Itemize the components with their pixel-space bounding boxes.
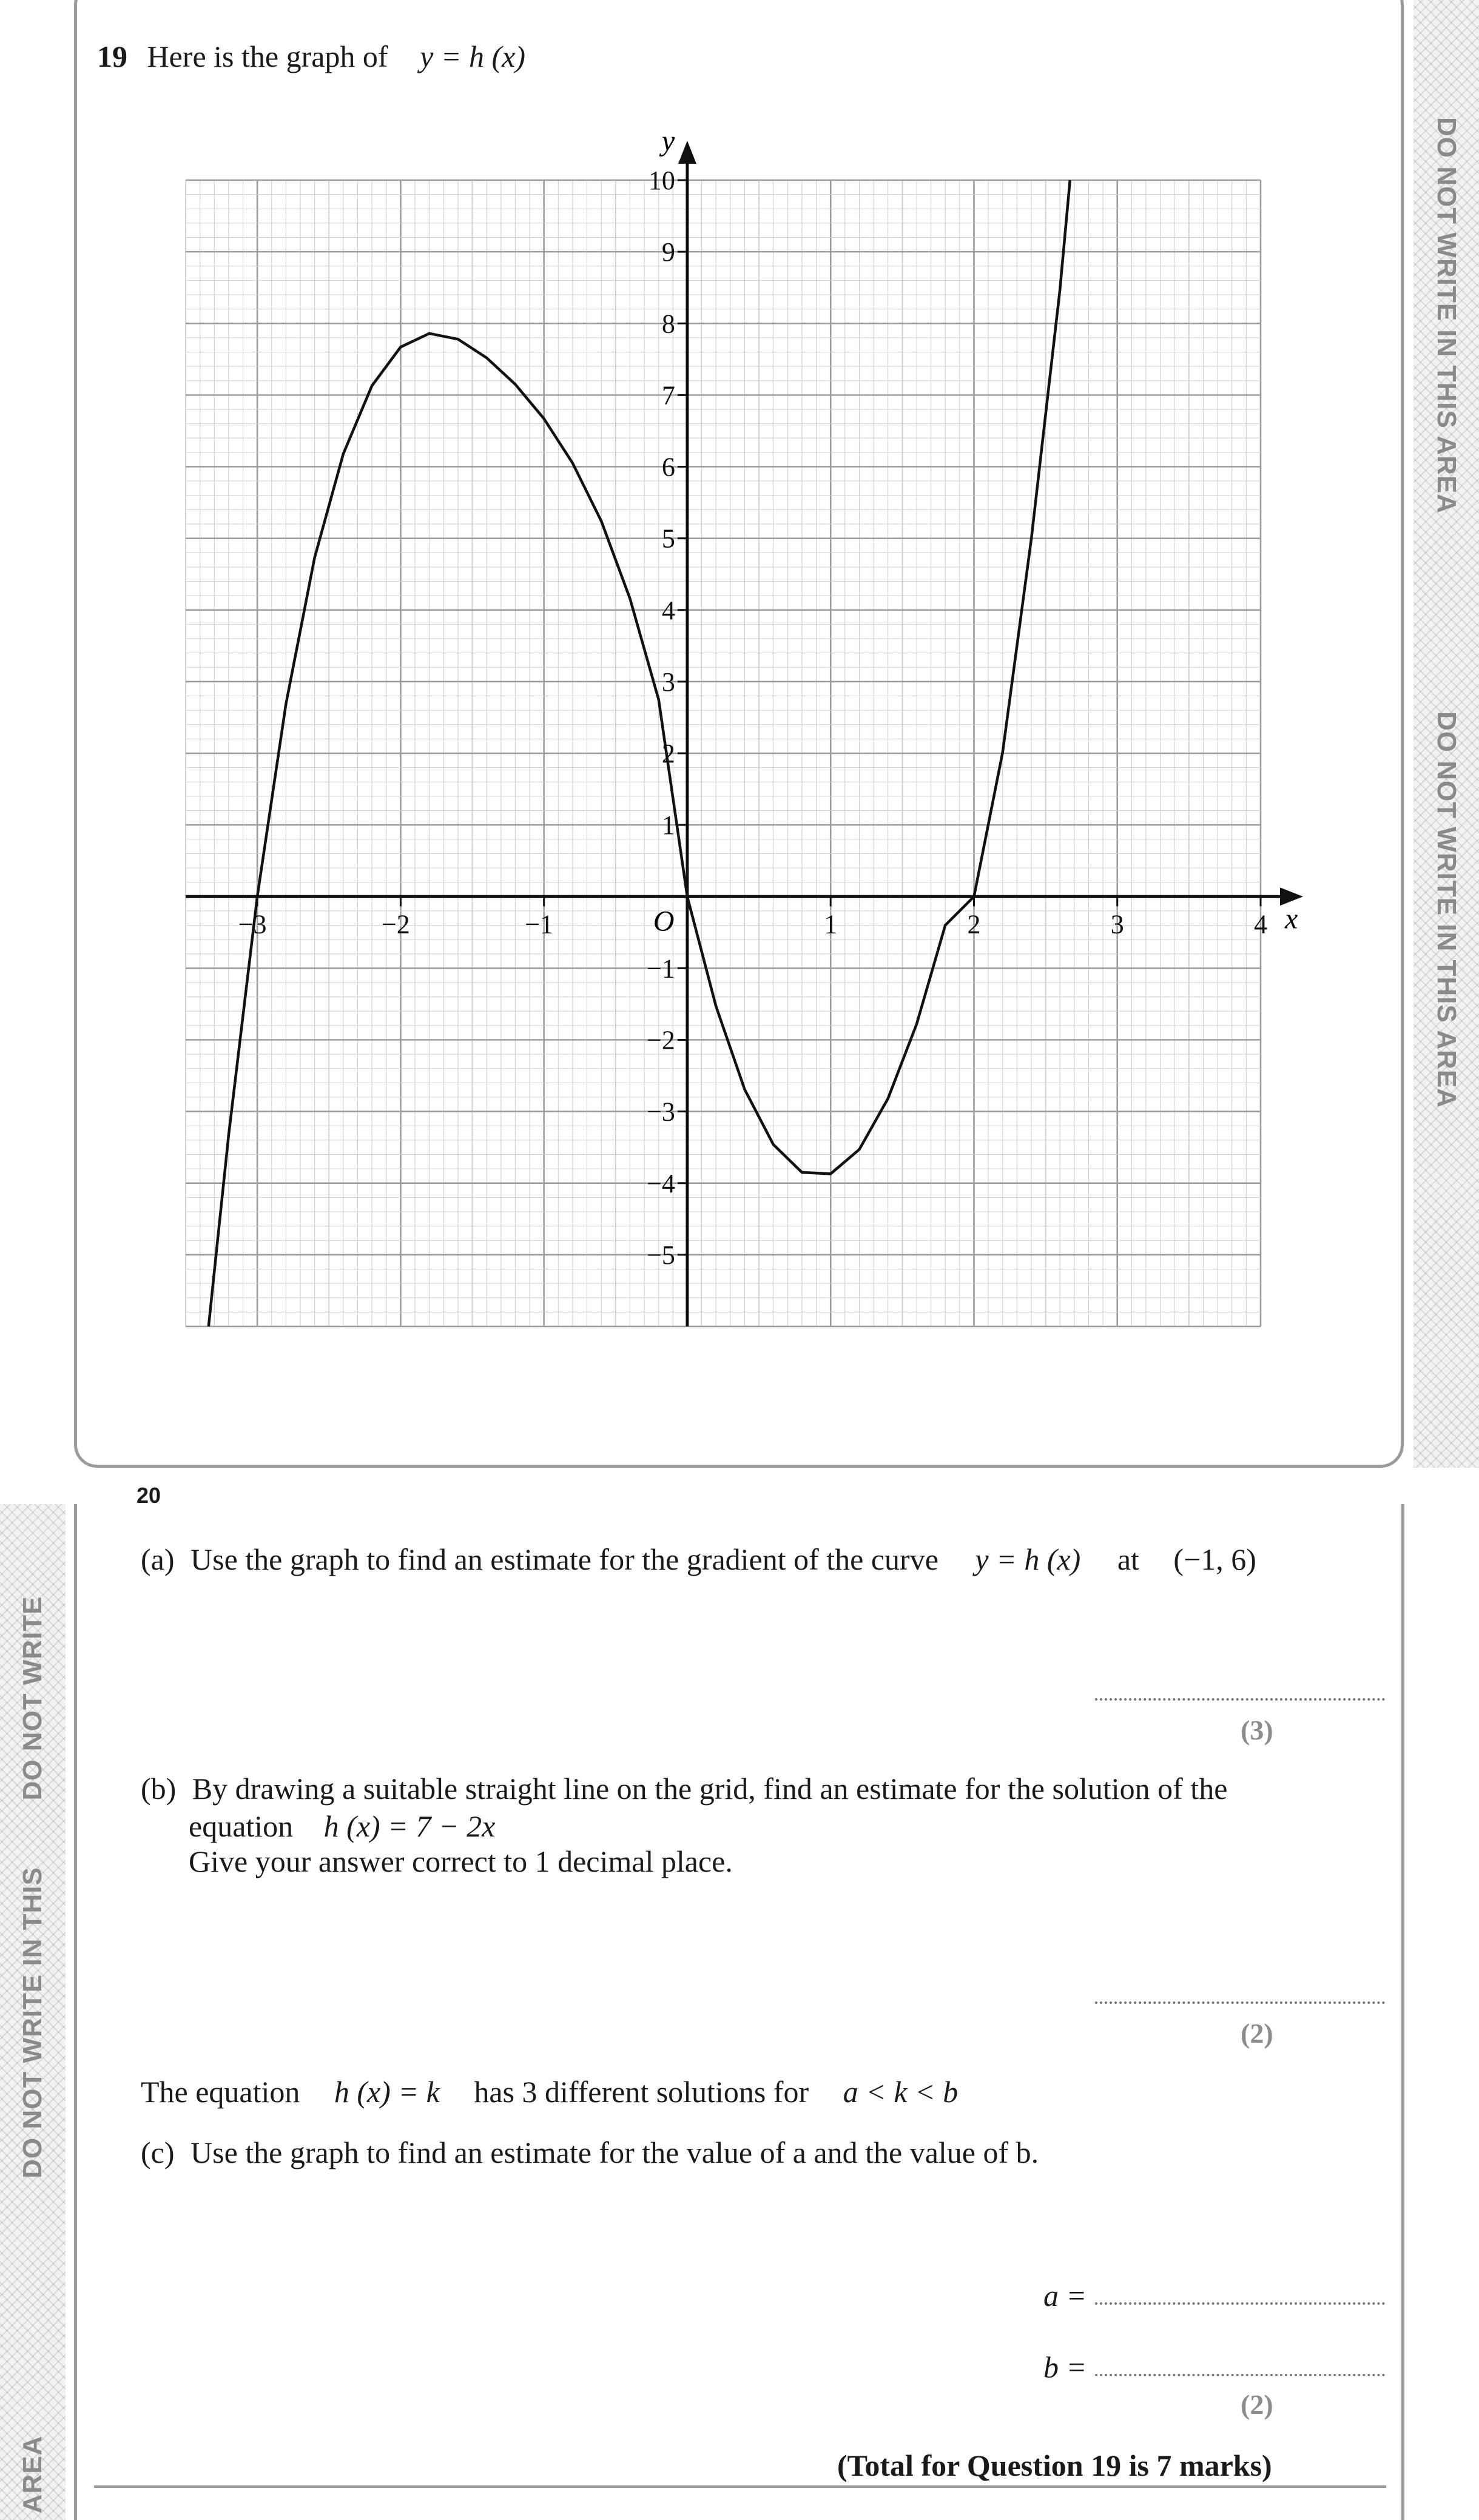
part-b-text: By drawing a suitable straight line on the grid, find an estimate for the solution of the	[192, 1772, 1228, 1806]
part-c-label: (c)	[141, 2135, 175, 2169]
part-b-label: (b)	[141, 1772, 177, 1806]
grid	[186, 180, 1261, 1326]
y-tick-label: 2	[661, 739, 675, 768]
part-c	[141, 2137, 1039, 2168]
x-tick-label: −1	[525, 909, 554, 939]
y-tick-label: −3	[647, 1097, 675, 1127]
marks-c: (2)	[1241, 2389, 1273, 2420]
right-banner-middle: DO NOT WRITE IN THIS AREA	[1432, 711, 1461, 1109]
stem-prefix: The equation	[141, 2075, 300, 2109]
stem-range: a < k < b	[843, 2075, 958, 2109]
part-b-line3: Give your answer correct to 1 decimal place.	[189, 1844, 733, 1878]
right-page-rule	[1401, 1504, 1404, 2520]
y-axis-label: y	[661, 125, 675, 157]
left-banner-upper: DO NOT WRITE	[18, 1596, 47, 1801]
part-a	[141, 1544, 1256, 1574]
y-tick-label: 9	[661, 237, 675, 267]
stem-middle: has 3 different solutions for	[474, 2075, 809, 2109]
part-a-expr: y = h (x)	[975, 1542, 1081, 1576]
part-a-at: at	[1117, 1542, 1139, 1576]
y-tick-label: 7	[661, 380, 675, 411]
left-banner-middle: DO NOT WRITE IN THIS	[18, 1867, 47, 2179]
part-a-text: Use the graph to find an estimate for the gradient of the curve	[190, 1542, 938, 1576]
marks-b: (2)	[1241, 2018, 1273, 2049]
left-banner-bottom: AREA	[18, 2435, 47, 2514]
question-function: y = h (x)	[420, 39, 526, 73]
y-tick-label: 8	[661, 309, 675, 339]
y-tick-label: 1	[661, 810, 675, 841]
x-axis-label: x	[1285, 902, 1298, 935]
y-tick-label: 10	[648, 166, 675, 195]
answer-line-c-b[interactable]	[1095, 2374, 1385, 2376]
answer-b-label: b =	[1043, 2350, 1087, 2384]
part-c-text: Use the graph to find an estimate for the value of a and the value of b.	[190, 2135, 1039, 2169]
y-tick-label: −1	[647, 953, 675, 984]
answer-a-label: a =	[1043, 2279, 1087, 2313]
y-tick-label: 6	[661, 452, 675, 482]
answer-line-a[interactable]	[1095, 1698, 1385, 1701]
y-tick-label: −4	[647, 1168, 675, 1198]
part-b-line1	[141, 1773, 1227, 1804]
question-total: (Total for Question 19 is 7 marks)	[837, 2448, 1272, 2482]
part-b-equation: h (x) = 7 − 2x	[323, 1809, 496, 1843]
stem-expr: h (x) = k	[334, 2075, 440, 2109]
x-tick-label: −3	[238, 909, 267, 939]
part-a-label: (a)	[141, 1542, 175, 1576]
y-tick-label: −2	[647, 1025, 675, 1055]
y-tick-label: 3	[661, 667, 675, 697]
left-page-rule	[74, 1504, 77, 2520]
page-number: 20	[136, 1483, 161, 1508]
right-banner-top: DO NOT WRITE IN THIS AREA	[1432, 116, 1461, 514]
y-tick-label: −5	[647, 1240, 675, 1270]
x-tick-label: 1	[824, 909, 838, 939]
y-tick-label: 4	[661, 595, 675, 625]
origin-label: O	[653, 905, 675, 938]
answer-line-c-a[interactable]	[1095, 2302, 1385, 2305]
question-number: 19	[97, 39, 127, 73]
x-tick-label: −2	[381, 909, 410, 939]
y-tick-label: 5	[661, 523, 675, 554]
x-tick-label: 4	[1254, 909, 1267, 939]
answer-line-b[interactable]	[1095, 2001, 1385, 2004]
total-rule	[94, 2485, 1386, 2488]
part-c-stem	[141, 2077, 958, 2107]
question-intro: Here is the graph of	[147, 39, 388, 73]
marks-a: (3)	[1241, 1715, 1273, 1746]
x-tick-label: 2	[967, 909, 981, 939]
x-tick-label: 3	[1110, 909, 1124, 939]
part-b-equation-word: equation	[189, 1809, 294, 1843]
part-b-line2	[189, 1811, 495, 1841]
part-a-point: (−1, 6)	[1173, 1542, 1256, 1576]
